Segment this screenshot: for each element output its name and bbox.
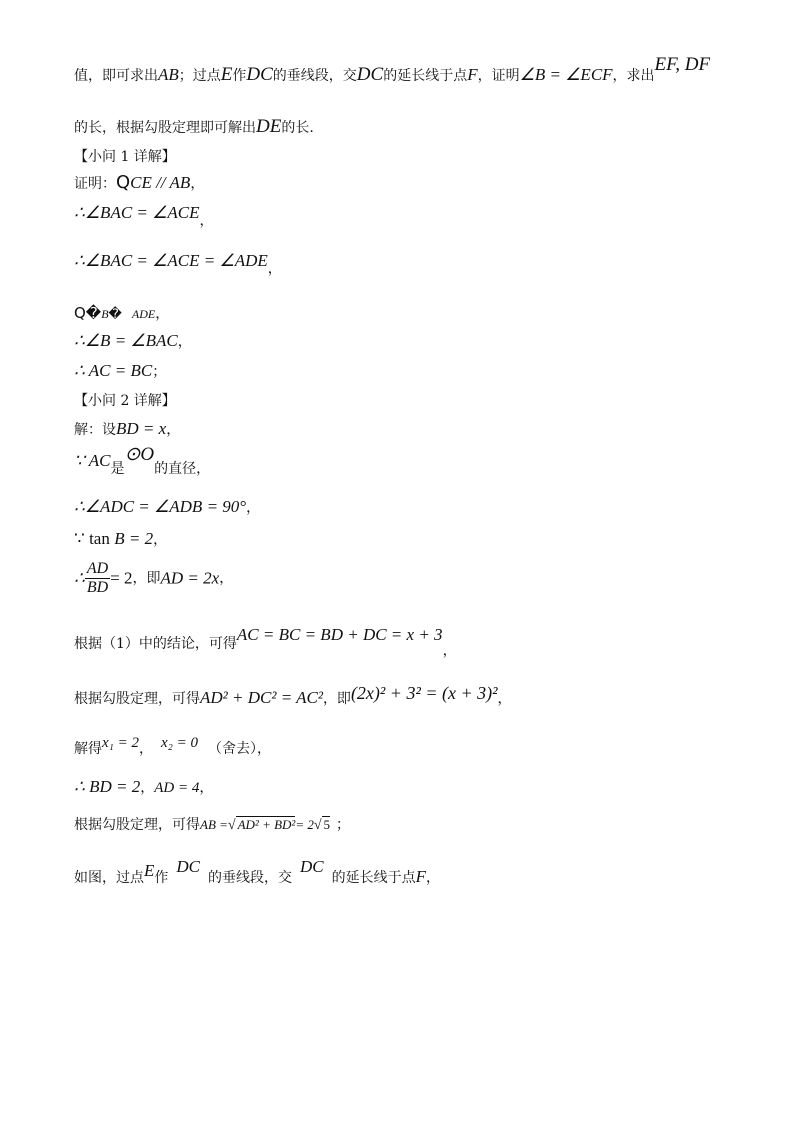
text: 解得 [74, 741, 102, 757]
text: ， [497, 691, 512, 707]
line-12 [74, 444, 211, 477]
math-equation: (2x)² + 3² = (x + 3)² [350, 683, 498, 703]
math-equation: BD = x [116, 419, 167, 438]
text: 根据勾股定理，可得 [74, 817, 200, 833]
text: ，求出 [612, 68, 655, 84]
math-equation: ∴∠B = ∠BAC [74, 331, 178, 350]
math-E: E [220, 64, 233, 85]
math-equation: ∴∠ADC = ∠ADB = 90° [74, 497, 247, 516]
math-DE: DE [256, 116, 282, 137]
line-16 [74, 625, 457, 659]
section-heading-1 [74, 148, 176, 166]
text: ， [257, 741, 271, 757]
math-B: B [101, 307, 109, 321]
text: 的垂线段，交 [272, 68, 357, 84]
math-DC: DC [176, 857, 201, 876]
math-AC: ∵ AC [74, 451, 111, 470]
garbled-glyph: � [108, 307, 122, 322]
line-20: 根据勾股定理，可得AB =√ AD² + BD²= 2√ 5 ； [74, 817, 351, 833]
math-EF-DF: EF, DF [654, 54, 711, 75]
line-21 [74, 857, 441, 887]
section-heading-2 [74, 392, 176, 410]
text: ， [267, 261, 282, 277]
numerator: AD [86, 560, 109, 577]
text: ， [139, 741, 153, 757]
math-equation: AD = 2x [160, 568, 220, 588]
math-ADE: ADE [131, 307, 156, 321]
text: 的直径， [154, 461, 211, 477]
text: 根据（1）中的结论，可得 [74, 636, 237, 652]
text: 根据勾股定理，可得 [74, 691, 200, 707]
heading-text: 【小问 2 详解】 [74, 393, 176, 409]
text: （舍去） [208, 741, 257, 757]
math-x1: x₁ = 2 [102, 735, 139, 751]
text: ， [426, 870, 441, 886]
line-5 [74, 203, 214, 229]
radicand: 5 [323, 817, 331, 832]
text: ，即 [322, 691, 351, 707]
text: ， [166, 422, 181, 438]
text: 证明： [74, 176, 116, 192]
math-x2: x₂ = 0 [161, 735, 198, 751]
text: ；过点 [178, 68, 221, 84]
text: ， [442, 643, 457, 659]
radicand: AD² + BD² [237, 817, 296, 832]
text: 解：设 [74, 422, 116, 438]
text: 是 [110, 461, 125, 477]
text: 的长. [281, 120, 314, 136]
math-equation: ∴ BD = 2 [74, 777, 141, 796]
text: ， [199, 780, 214, 796]
math-equals: = 2 [295, 817, 314, 832]
text: 值，即可求出 [74, 68, 158, 84]
line-13 [74, 498, 260, 517]
line-17 [74, 683, 512, 708]
math-AB: AB [158, 65, 179, 84]
fraction-AD-BD [85, 560, 110, 597]
math-F: F [467, 65, 478, 84]
therefore-symbol: ∴ [74, 568, 85, 588]
line-14 [74, 530, 167, 549]
math-DC: DC [246, 64, 273, 85]
line-1 [74, 54, 711, 85]
text: ， [219, 570, 234, 587]
math-angle-equation: ∠B = ∠ECF [519, 65, 613, 84]
line-8 [74, 332, 192, 351]
heading-text: 【小问 1 详解】 [74, 149, 176, 165]
math-equation: B = 2 [114, 529, 154, 548]
line-11 [74, 420, 180, 439]
text: ； [152, 364, 167, 380]
line-18 [74, 735, 271, 758]
text: ， [153, 532, 168, 548]
denominator: BD [86, 579, 109, 596]
math-equation: AD = 4 [154, 780, 200, 796]
text: ， [155, 306, 170, 322]
line-2 [74, 118, 314, 137]
line-7 [74, 304, 169, 324]
math-F: F [415, 867, 427, 886]
math-tan: ∵ tan [74, 529, 110, 548]
line-4 [74, 174, 204, 193]
math-parallel: CE // AB [130, 173, 191, 192]
circle-O-symbol: ⊙O [124, 444, 155, 465]
text: ， [140, 780, 155, 796]
text: 的延长线于点 [383, 68, 468, 84]
text: 的长，根据勾股定理即可解出 [74, 120, 256, 136]
math-E: E [144, 861, 155, 880]
line-6 [74, 251, 282, 277]
because-glyph: Q [116, 172, 131, 193]
text: ，证明 [477, 68, 520, 84]
math-DC: DC [300, 857, 324, 876]
math-equation: AC = BC = BD + DC = x + 3 [236, 625, 443, 644]
line-9 [74, 362, 166, 381]
text: ， [246, 500, 261, 516]
math-equation: ∴∠BAC = ∠ACE = ∠ADE [74, 251, 268, 270]
math-AB: AB = [200, 817, 228, 832]
text: ； [336, 817, 351, 833]
text: ， [190, 176, 205, 192]
line-15 [74, 560, 233, 597]
text: 的垂线段，交 [208, 870, 293, 886]
line-19 [74, 778, 213, 797]
math-equation: ∴ AC = BC [74, 361, 153, 380]
math-equation: ∴∠BAC = ∠ACE [74, 203, 200, 222]
text: 作 [154, 870, 169, 886]
text: ， [199, 213, 214, 229]
text: ， [177, 334, 192, 350]
math-equation: AD² + DC² = AC² [200, 688, 323, 707]
math-equals-2: = 2 [110, 568, 133, 588]
math-DC: DC [356, 64, 384, 85]
text: 如图，过点 [74, 870, 144, 886]
garbled-glyph: Q� [74, 304, 102, 322]
text: 的延长线于点 [331, 870, 416, 886]
text: 作 [232, 68, 247, 84]
text: ，即 [132, 570, 161, 587]
